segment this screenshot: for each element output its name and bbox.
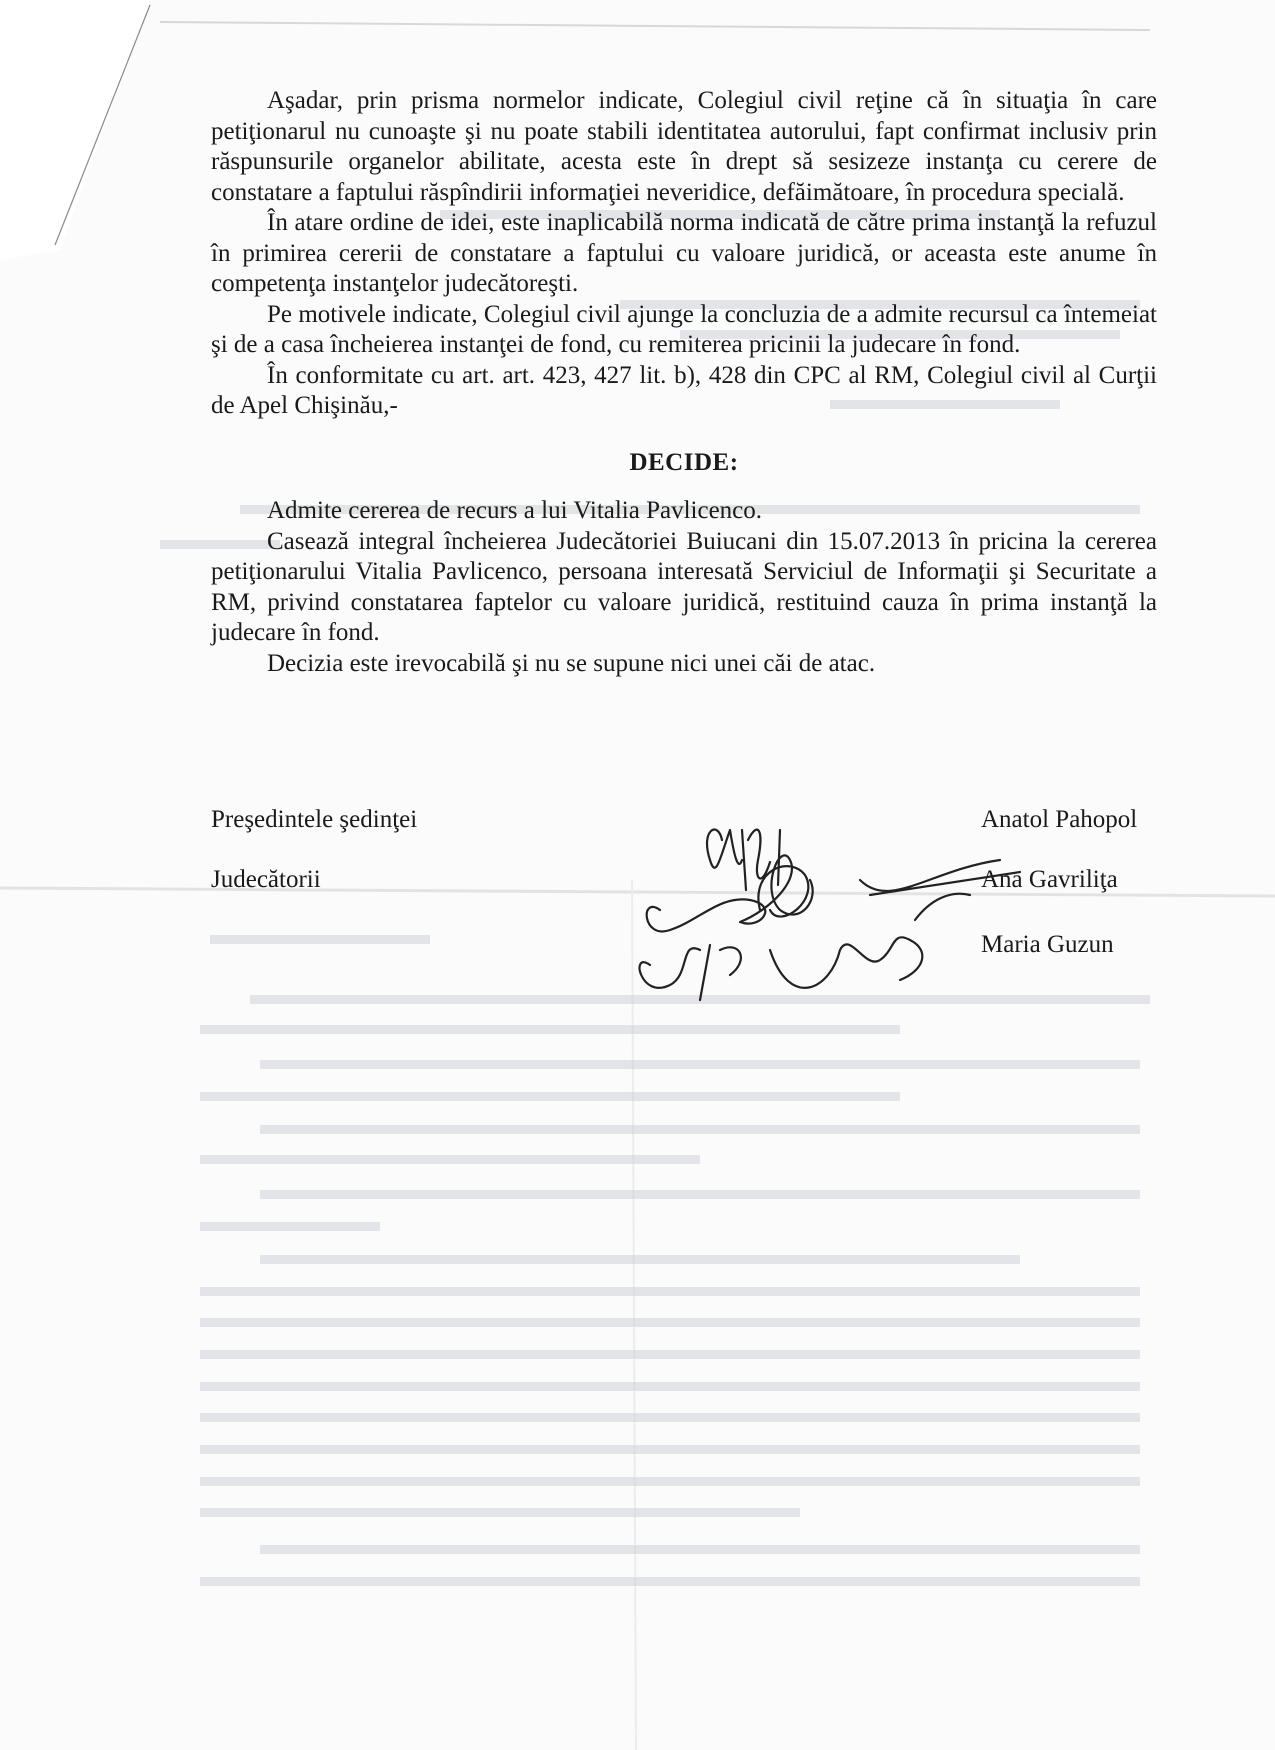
paragraph-legal-basis: În conformitate cu art. art. 423, 427 lit. b), 428 din CPC al RM, Colegiul civil al Curţii de Apel Chişinău,-: [211, 361, 1157, 419]
judges-label: Judecătorii: [211, 866, 321, 893]
top-edge-line: [160, 22, 1150, 30]
decision-irrevocable: Decizia este irevocabilă şi nu se supune nici unei căi de atac.: [267, 649, 876, 677]
handwritten-signatures: [630, 800, 1060, 1030]
signature-president-scribble: [707, 830, 780, 890]
paragraph-motives: Pe motivele indicate, Colegiul civil ajunge la concluzia de a admite recursul ca întemeiat şi de a casa încheierea instanţei de fond, cu remiterea pricinii la judecare în fond.: [211, 300, 1157, 358]
president-name: Anatol Pahopol: [981, 806, 1138, 833]
paragraph-conclusion: Aşadar, prin prisma normelor indicate, Colegiul civil reţine că în situaţia în care petiţionarul nu cunoaşte şi nu poate stabili identitatea autorului, fapt confirmat inclusiv prin răspunsurile organelor abilitate, acesta este în drept să sesizeze instanţa cu cerere de constatare a faptului răspîndirii informaţiei neveridice, defăimătoare, în procedura specială.: [211, 87, 1157, 206]
paragraph-inapplicable-norm: În atare ordine de idei, este inaplicabilă norma indicată de către prima instanţă la refuzul în primirea cererii de constatare a faptului cu valoare juridică, or aceasta este anume în competenţa instanţelor judecătoreşti.: [211, 209, 1157, 297]
decision-admit: Admite cererea de recurs a lui Vitalia Pavlicenco.: [267, 497, 763, 524]
decide-heading: DECIDE:: [629, 448, 739, 476]
judge-1-name: Ana Gavriliţa: [981, 866, 1118, 893]
president-label: Preşedintele şedinţei: [211, 806, 418, 833]
decision-annul: Casează integral încheierea Judecătoriei Buiucani din 15.07.2013 în pricina la cererea petiţionarului Vitalia Pavlicenco, persoana interesată Serviciul de Informaţii şi Securitate a RM, privind constatarea faptelor cu valoare juridică, restituind cauza în prima instanţă la judecare în fond.: [211, 527, 1157, 646]
folded-corner: [0, 0, 150, 260]
judge-2-name: Maria Guzun: [981, 931, 1114, 958]
document-body: [211, 86, 1157, 679]
